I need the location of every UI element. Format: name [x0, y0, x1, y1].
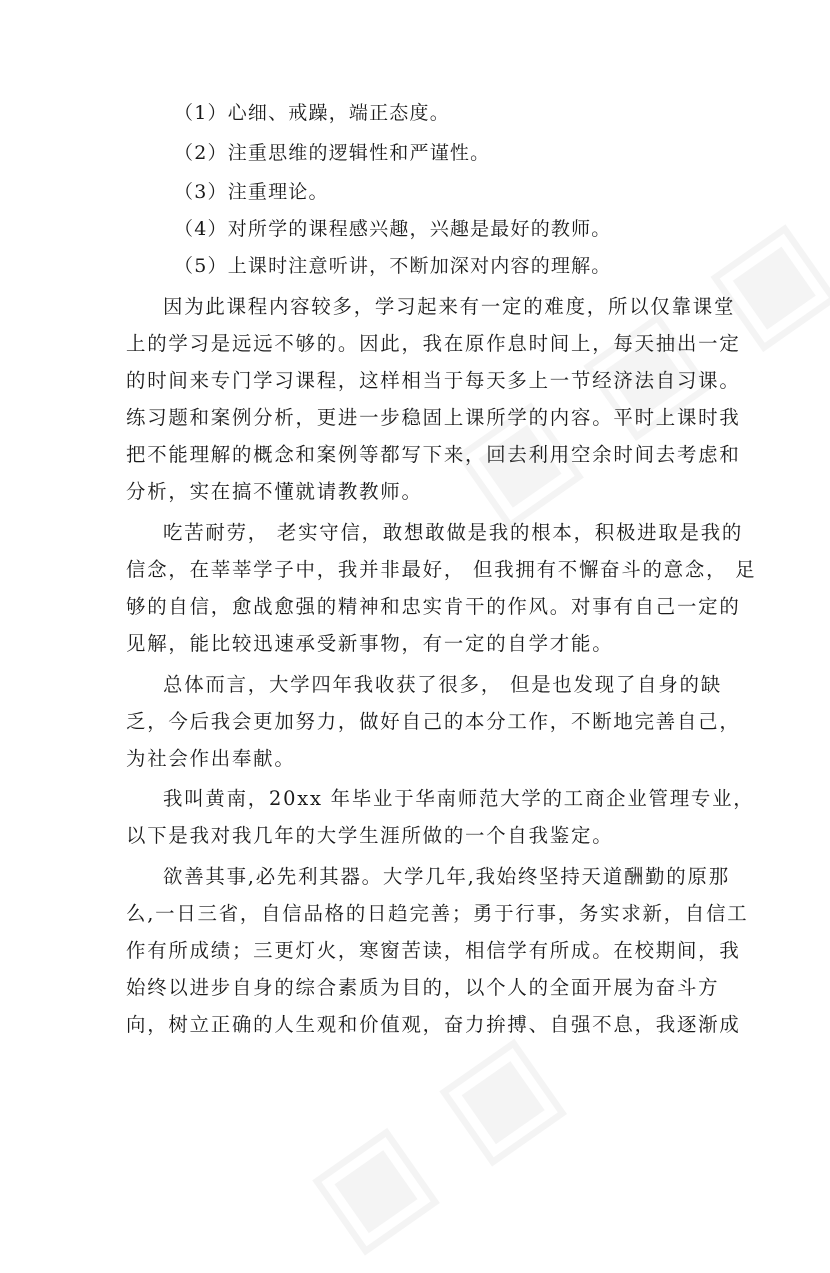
paragraph-line: 以下是我对我几年的大学生涯所做的一个自我鉴定。 — [126, 824, 614, 847]
paragraph-line: 欲善其事,必先利其器。大学几年,我始终坚持天道酬勤的原那 — [163, 865, 730, 888]
list-item: （4）对所学的课程感兴趣，兴趣是最好的教师。 — [174, 218, 612, 240]
list-item: （2）注重思维的逻辑性和严谨性。 — [174, 142, 491, 164]
paragraph-line: 为社会作出奉献。 — [126, 747, 296, 770]
paragraph-line: 乏，今后我会更加努力，做好自己的本分工作，不断地完善自己， — [126, 710, 741, 733]
paragraph-line: 的时间来专门学习课程，这样相当于每天多上一节经济法自习课。 — [126, 369, 741, 392]
paragraph-line: 始终以进步自身的综合素质为目的，以个人的全面开展为奋斗方 — [126, 976, 720, 999]
paragraph-line: 因为此课程内容较多，学习起来有一定的难度，所以仅靠课堂 — [163, 295, 736, 318]
paragraph-line: 够的自信，愈战愈强的精神和忠实肯干的作风。对事有自己一定的 — [126, 595, 741, 618]
list-item: （5）上课时注意听讲，不断加深对内容的理解。 — [174, 255, 612, 277]
paragraph-line: 作有所成绩；三更灯火，寒窗苦读，相信学有所成。在校期间，我 — [126, 939, 741, 962]
paragraph-line: 总体而言，大学四年我收获了很多， 但是也发现了自身的缺 — [163, 673, 722, 696]
paragraph-line: 练习题和案例分析，更进一步稳固上课所学的内容。平时上课时我 — [126, 406, 741, 429]
paragraph-line: 见解，能比较迅速承受新事物，有一定的自学才能。 — [126, 632, 614, 655]
paragraph-line: 向，树立正确的人生观和价值观，奋力拚搏、自强不息，我逐渐成 — [126, 1013, 741, 1036]
paragraph-line: 我叫黄南，20xx 年毕业于华南师范大学的工商企业管理专业， — [163, 787, 755, 810]
paragraph-line: 分析，实在搞不懂就请教教师。 — [126, 480, 423, 503]
watermark — [284, 1006, 584, 1273]
list-item: （3）注重理论。 — [174, 181, 329, 203]
paragraph-line: 把不能理解的概念和案例等都写下来，回去利用空余时间去考虑和 — [126, 443, 741, 466]
list-item: （1）心细、戒躁，端正态度。 — [174, 102, 450, 124]
paragraph-line: 吃苦耐劳， 老实守信，敢想敢做是我的根本，积极进取是我的 — [163, 521, 744, 544]
paragraph-line: 么,一日三省，自信品格的日趋完善；勇于行事，务实求新，自信工 — [126, 902, 749, 925]
paragraph-line: 上的学习是远远不够的。因此，我在原作息时间上，每天抽出一定 — [126, 332, 741, 355]
paragraph-line: 信念，在莘莘学子中，我并非最好， 但我拥有不懈奋斗的意念， 足 — [126, 558, 757, 581]
